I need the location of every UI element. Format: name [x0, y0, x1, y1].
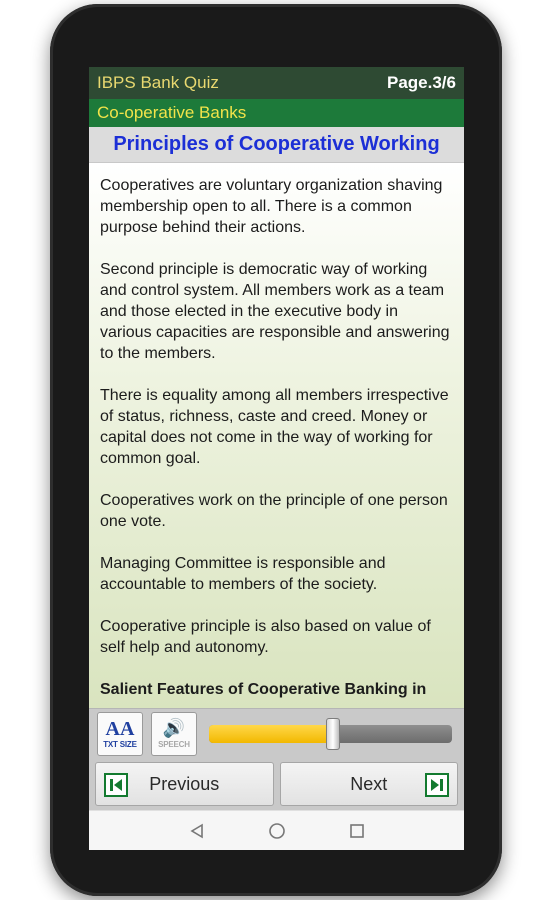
- text-size-slider[interactable]: [209, 725, 452, 743]
- next-button[interactable]: [280, 762, 459, 806]
- speech-button[interactable]: [151, 712, 197, 756]
- page-indicator: Page.3/6: [387, 73, 456, 92]
- recents-icon[interactable]: [348, 822, 366, 840]
- navigation-row: [89, 758, 464, 810]
- text-size-icon: AA: [105, 718, 135, 740]
- previous-arrow-icon: [104, 773, 128, 797]
- back-icon[interactable]: [188, 822, 206, 840]
- previous-label: Previous: [149, 773, 220, 794]
- reader-controls: [89, 708, 464, 758]
- paragraph: Cooperative principle is also based on value of self help and autonomy.: [100, 618, 431, 656]
- next-arrow-icon: [425, 773, 449, 797]
- slider-fill: [209, 725, 333, 743]
- paragraph: Cooperatives are voluntary organization shaving membership open to all. There is a common purpose behind their actions.: [100, 177, 443, 236]
- section-bar: [89, 99, 464, 127]
- speech-caption: SPEECH: [158, 740, 190, 749]
- paragraph: Cooperatives work on the principle of one person one vote.: [100, 492, 448, 530]
- app-header: [89, 67, 464, 99]
- app-title: IBPS Bank Quiz: [97, 73, 219, 92]
- subheading: Salient Features of Cooperative Banking in: [100, 681, 427, 698]
- paragraph: There is equality among all members irrespective of status, richness, caste and creed. Money or capital does not come in the way of working for common goal.: [100, 387, 449, 467]
- section-title: Co-operative Banks: [97, 103, 247, 122]
- speaker-icon: 🔊: [162, 718, 186, 739]
- paragraph: Second principle is democratic way of working and control system. All members work as a team and those elected in the executive body in various capacities are responsible and answering to the members.: [100, 261, 450, 362]
- system-navigation-bar: [89, 810, 464, 850]
- text-size-caption: TXT SIZE: [103, 740, 137, 749]
- previous-button[interactable]: [95, 762, 274, 806]
- next-label: Next: [350, 773, 388, 794]
- text-size-button[interactable]: [97, 712, 143, 756]
- paragraph: Managing Committee is responsible and accountable to members of the society.: [100, 555, 386, 593]
- home-icon[interactable]: [268, 822, 286, 840]
- topic-title: Principles of Cooperative Working: [113, 133, 440, 155]
- app-screen: [89, 67, 464, 850]
- slider-thumb[interactable]: [326, 718, 340, 750]
- article-content[interactable]: [89, 163, 464, 708]
- topic-title-bar: [89, 127, 464, 163]
